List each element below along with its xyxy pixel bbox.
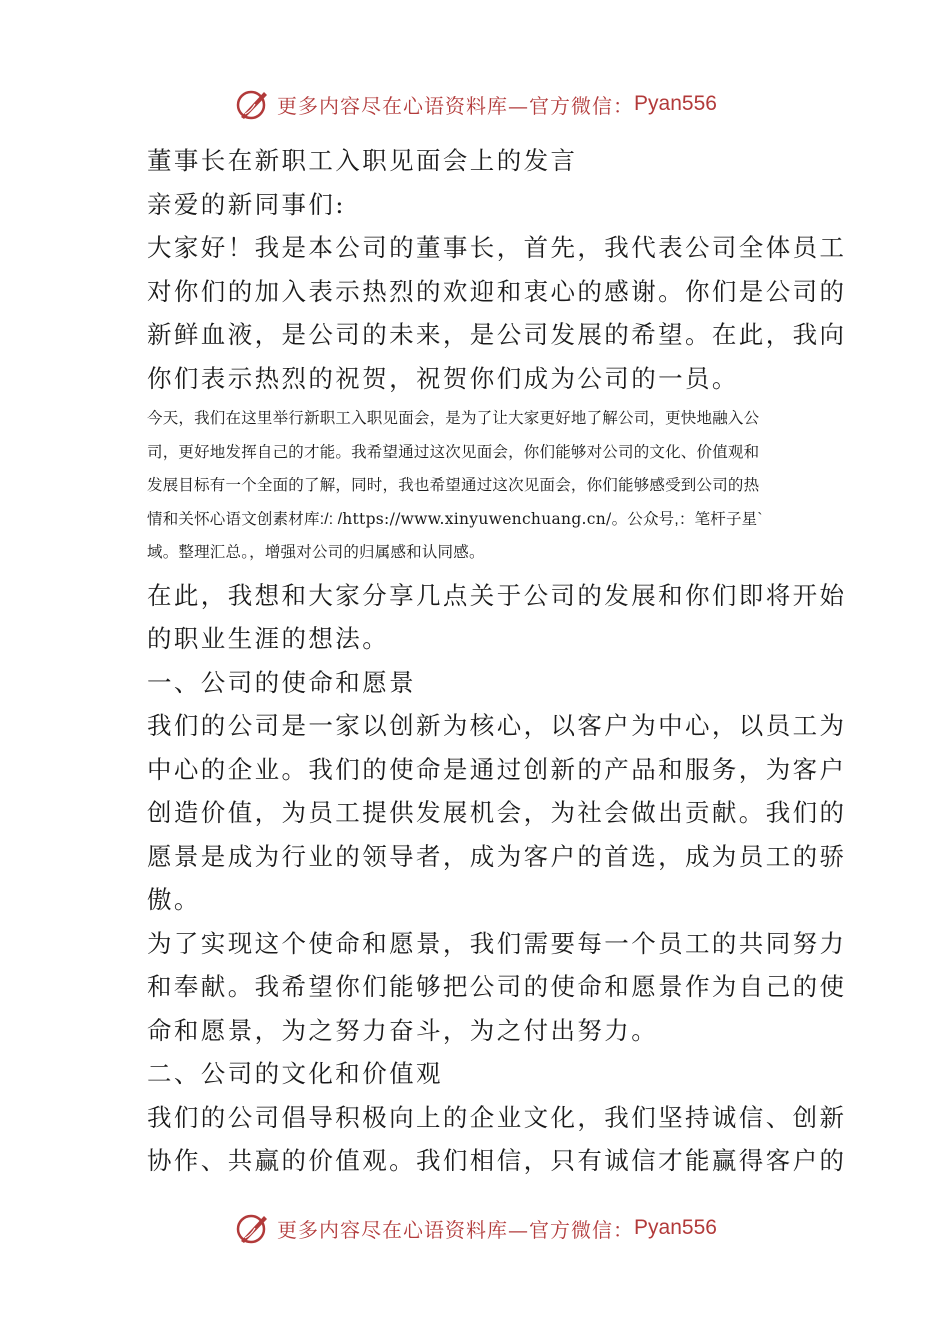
text-segment: 情和关怀心语文创素材库:/: /: [147, 510, 343, 528]
text-line: 为了实现这个使命和愿景，我们需要每一个员工的共同努力: [147, 928, 847, 958]
text-segment: 。公众号,：笔杆子星`: [611, 510, 763, 528]
text-line: 傲。: [147, 885, 201, 914]
paragraph-1: [147, 226, 847, 400]
text-line: 命和愿景，为之努力奋斗，为之付出努力。: [147, 1015, 659, 1045]
banner-account: Pyan556: [634, 1216, 717, 1239]
section-heading-1: 一、公司的使命和愿景: [147, 667, 416, 697]
text-line: 新鲜血液，是公司的未来，是公司发展的希望。在此，我向: [147, 320, 847, 349]
text-line: 域。整理汇总。，增强对公司的归属感和认同感。: [147, 544, 485, 561]
section-heading-2: 二、公司的文化和价值观: [147, 1059, 443, 1088]
banner-text: 更多内容尽在心语资料库—官方微信：: [277, 1217, 635, 1242]
text-line: 你们表示热烈的祝贺，祝贺你们成为公司的一员。: [147, 363, 739, 393]
greeting: 亲爱的新同事们:: [147, 189, 346, 219]
text-line: 发展目标有一个全面的了解，同时，我也希望通过这次见面会，你们能够感受到公司的热: [147, 477, 760, 494]
text-line: 大家好！我是本公司的董事长，首先，我代表公司全体员工: [147, 233, 847, 262]
text-line: 中心的企业。我们的使命是通过创新的产品和服务，为客户: [147, 754, 847, 784]
text-line: 创造价值，为员工提供发展机会，为社会做出贡献。我们的: [147, 798, 847, 827]
banner-account: Pyan556: [634, 92, 717, 115]
text-line: 司，更好地发挥自己的才能。我希望通过这次见面会，你们能够对公司的文化、价值观和: [147, 443, 760, 461]
footer-banner: [0, 1206, 950, 1250]
document-body: [147, 139, 847, 1183]
text-line: 在此，我想和大家分享几点关于公司的发展和你们即将开始: [147, 580, 847, 610]
text-line: 对你们的加入表示热烈的欢迎和衷心的感谢。你们是公司的: [147, 276, 847, 306]
header-banner: [0, 82, 950, 126]
quill-pen-logo-icon: [233, 84, 273, 124]
paragraph-5: [147, 922, 847, 1053]
document-title: 董事长在新职工入职见面会上的发言: [147, 146, 578, 175]
text-line: 的职业生涯的想法。: [147, 624, 390, 653]
paragraph-3: [147, 574, 847, 661]
paragraph-4: [147, 704, 847, 922]
text-line: 协作、共赢的价值观。我们相信，只有诚信才能赢得客户的: [147, 1146, 847, 1175]
text-line: 今天，我们在这里举行新职工入职见面会，是为了让大家更好地了解公司，更快地融入公: [147, 410, 760, 427]
website-link[interactable]: https://www.xinyuwenchuang.cn/: [342, 509, 612, 528]
text-line: 愿景是成为行业的领导者，成为客户的首选，成为员工的骄: [147, 841, 847, 871]
text-line: 和奉献。我希望你们能够把公司的使命和愿景作为自己的使: [147, 972, 847, 1001]
paragraph-6: [147, 1096, 847, 1183]
banner-text: 更多内容尽在心语资料库—官方微信：: [277, 93, 635, 118]
quill-pen-logo-icon: [233, 1208, 273, 1248]
text-line: 我们的公司倡导积极向上的企业文化，我们坚持诚信、创新: [147, 1102, 847, 1132]
text-line: 我们的公司是一家以创新为核心，以客户为中心，以员工为: [147, 711, 847, 740]
paragraph-2: [147, 402, 815, 570]
text-line-with-link: [147, 503, 815, 537]
